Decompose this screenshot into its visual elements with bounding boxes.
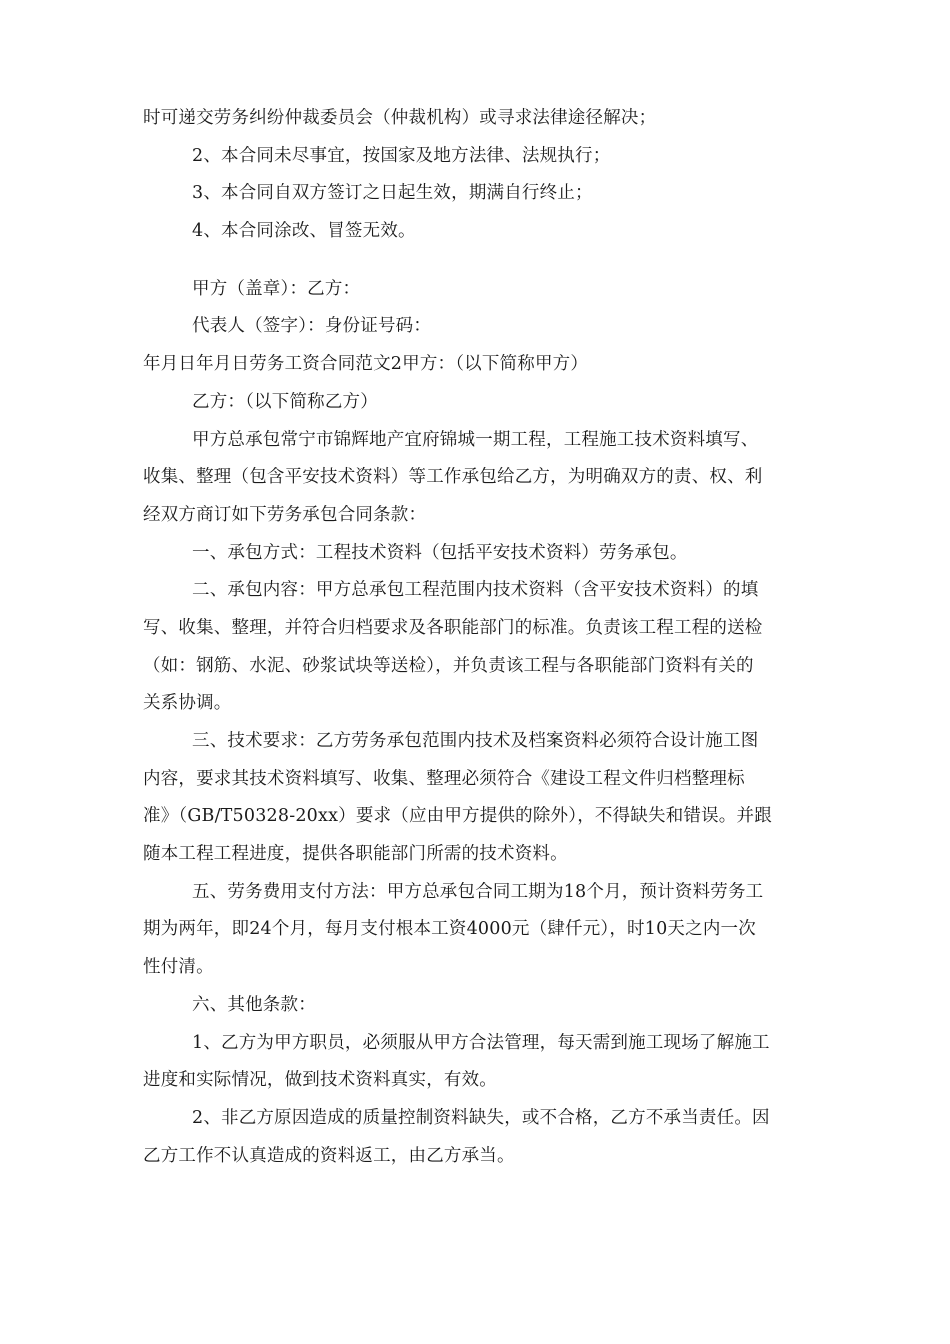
section-other-terms: 六、其他条款： — [192, 994, 316, 1015]
text-line: 时可递交劳务纠纷仲裁委员会（仲裁机构）或寻求法律途径解决； — [143, 108, 657, 128]
text-line: 甲方总承包常宁市锦辉地产宜府锦城一期工程，工程施工技术资料填写、 — [192, 429, 759, 450]
clause-2: 2、本合同未尽事宜，按国家及地方法律、法规执行； — [192, 145, 611, 166]
text-line: 期为两年，即24个月，每月支付根本工资4000元（肆仟元），时10天之内一次 — [143, 919, 756, 940]
text-line: 写、收集、整理，并符合归档要求及各职能部门的标准。负责该工程工程的送检 — [143, 617, 763, 638]
document-page — [143, 100, 823, 1175]
signature-party-a: 甲方（盖章）：乙方： — [192, 278, 361, 299]
text-line: 内容，要求其技术资料填写、收集、整理必须符合《建设工程文件归档整理标 — [143, 768, 745, 789]
spacer — [143, 251, 823, 271]
text-line: 进度和实际情况，做到技术资料真实，有效。 — [143, 1070, 497, 1091]
signature-representative: 代表人（签字）：身份证号码： — [192, 316, 432, 337]
date-and-title-line: 年月日年月日劳务工资合同范文2甲方：（以下简称甲方） — [143, 354, 589, 375]
clause-3: 3、本合同自双方签订之日起生效，期满自行终止； — [192, 183, 593, 204]
text-line: 关系协调。 — [143, 693, 232, 714]
text-line: 收集、整理（包含平安技术资料）等工作承包给乙方，为明确双方的责、权、利 — [143, 467, 763, 488]
section-contract-content: 二、承包内容：甲方总承包工程范围内技术资料（含平安技术资料）的填 — [192, 580, 759, 601]
party-b-line: 乙方：（以下简称乙方） — [192, 391, 378, 412]
text-line: 准》（GB/T50328-20xx）要求（应由甲方提供的除外），不得缺失和错误。并跟 — [143, 806, 772, 827]
text-line: 经双方商订如下劳务承包合同条款： — [143, 504, 427, 525]
text-line: 乙方工作不认真造成的资料返工，由乙方承当。 — [143, 1145, 515, 1166]
clause-4: 4、本合同涂改、冒签无效。 — [192, 221, 416, 242]
text-line: （如：钢筋、水泥、砂浆试块等送检），并负责该工程与各职能部门资料有关的 — [143, 655, 754, 676]
term-1: 1、乙方为甲方职员，必须服从甲方合法管理，每天需到施工现场了解施工 — [192, 1032, 770, 1053]
section-payment-method: 五、劳务费用支付方法：甲方总承包合同工期为18个月，预计资料劳务工 — [192, 881, 764, 902]
text-line: 随本工程工程进度，提供各职能部门所需的技术资料。 — [143, 844, 568, 865]
text-line: 性付清。 — [143, 957, 214, 978]
section-technical-requirements: 三、技术要求：乙方劳务承包范围内技术及档案资料必须符合设计施工图 — [192, 731, 759, 751]
section-contract-method: 一、承包方式：工程技术资料（包括平安技术资料）劳务承包。 — [192, 542, 688, 563]
term-2: 2、非乙方原因造成的质量控制资料缺失，或不合格，乙方不承当责任。因 — [192, 1107, 770, 1128]
